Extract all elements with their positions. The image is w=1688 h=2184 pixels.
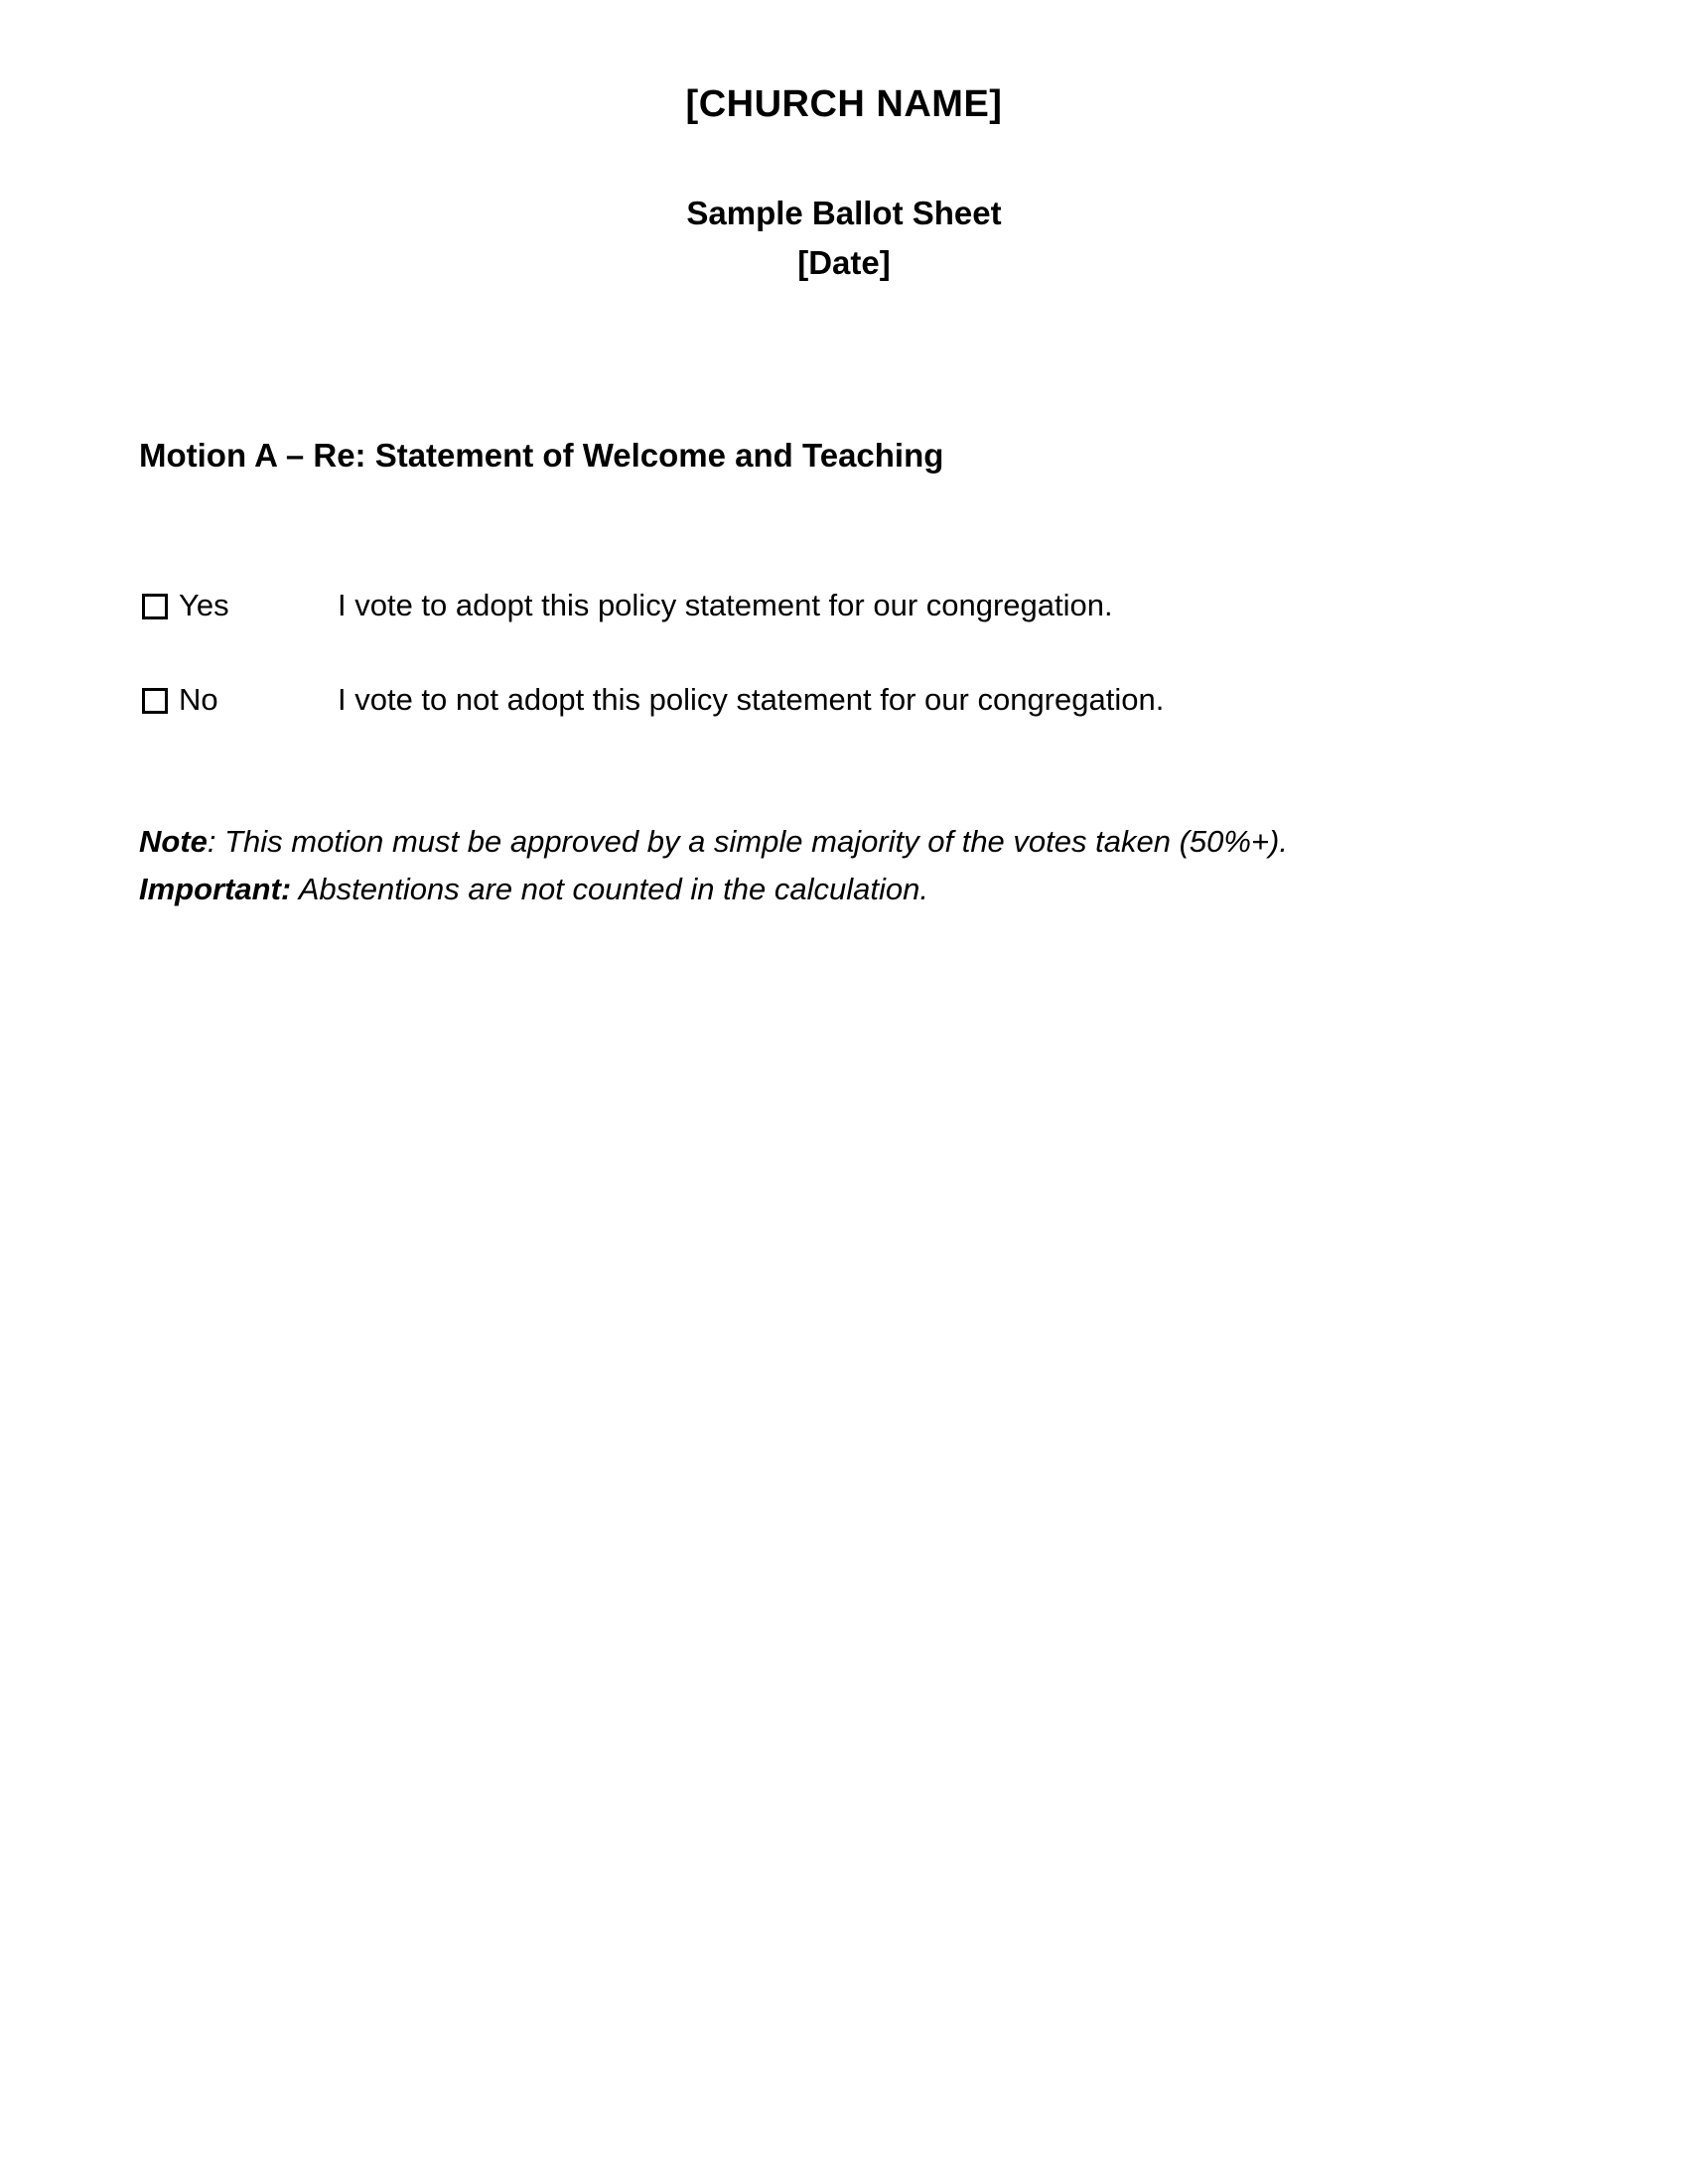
checkbox-yes[interactable] [142, 594, 168, 619]
important-label: Important: [139, 872, 292, 906]
ballot-subtitle: Sample Ballot Sheet [686, 195, 1002, 231]
checkbox-no[interactable] [142, 688, 168, 714]
church-name-title: [CHURCH NAME] [685, 83, 1003, 125]
motion-heading: Motion A – Re: Statement of Welcome and Teaching [139, 437, 944, 474]
option-label-no: No [179, 682, 218, 717]
important-text: Abstentions are not counted in the calculation. [291, 872, 928, 906]
option-description-yes: I vote to adopt this policy statement for our congregation. [338, 588, 1113, 622]
option-row-yes [139, 586, 1529, 629]
option-label-yes: Yes [179, 588, 229, 622]
important-line [139, 872, 928, 907]
note-label: Note [139, 824, 208, 859]
note-line [139, 824, 1288, 860]
note-text: : This motion must be approved by a simple majority of the votes taken (50%+). [207, 824, 1288, 859]
option-row-no [139, 680, 1529, 724]
option-description-no: I vote to not adopt this policy statement for our congregation. [338, 682, 1165, 717]
ballot-date: [Date] [797, 244, 891, 281]
